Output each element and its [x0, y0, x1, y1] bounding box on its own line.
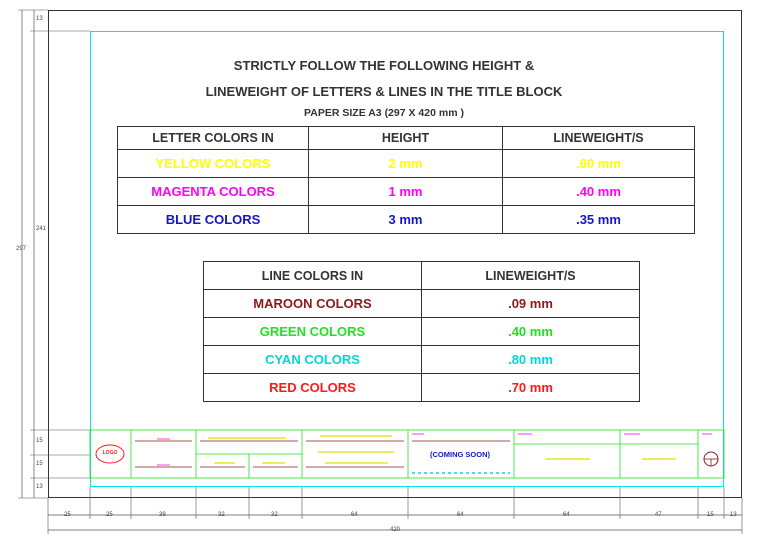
- header-letter-colors: LETTER COLORS IN: [118, 127, 309, 150]
- dim-bottom-10: 15: [707, 512, 714, 518]
- paper-size: PAPER SIZE A3 (297 X 420 mm ): [304, 107, 464, 119]
- heading-line-2: LINEWEIGHT OF LETTERS & LINES IN THE TITLE BLOCK: [205, 84, 563, 99]
- letter-color-name: YELLOW COLORS: [118, 150, 309, 178]
- letter-height: 2 mm: [309, 150, 503, 178]
- dim-total-width: 420: [390, 527, 401, 533]
- dim-left-5: 13: [36, 484, 43, 490]
- table-row: [204, 346, 640, 374]
- line-color-name: MAROON COLORS: [204, 290, 422, 318]
- heading-line-1: STRICTLY FOLLOW THE FOLLOWING HEIGHT &: [233, 58, 535, 73]
- dim-bottom-1: 25: [64, 512, 71, 518]
- dim-left-total: 297: [16, 246, 27, 252]
- letter-color-name: MAGENTA COLORS: [118, 178, 309, 206]
- line-table-header: [204, 262, 640, 290]
- dim-bottom-6: 64: [351, 512, 358, 518]
- logo-label: LOGO: [102, 450, 118, 456]
- header-line-colors: LINE COLORS IN: [204, 262, 422, 290]
- letter-height: 1 mm: [309, 178, 503, 206]
- coming-soon-label: (COMING SOON): [430, 450, 490, 459]
- table-row: [204, 374, 640, 402]
- table-row: [118, 150, 695, 178]
- line-color-name: GREEN COLORS: [204, 318, 422, 346]
- dim-bottom-9: 47: [655, 512, 662, 518]
- dim-left-1: 13: [36, 16, 43, 22]
- dim-bottom-4: 32: [218, 512, 225, 518]
- letter-weight: .60 mm: [503, 150, 695, 178]
- line-weight: .40 mm: [422, 318, 640, 346]
- letter-table-header: [118, 127, 695, 150]
- header-height: HEIGHT: [309, 127, 503, 150]
- table-row: [118, 206, 695, 234]
- letter-colors-table: [117, 126, 695, 234]
- letter-weight: .35 mm: [503, 206, 695, 234]
- header-line-lineweight: LINEWEIGHT/S: [422, 262, 640, 290]
- line-color-name: RED COLORS: [204, 374, 422, 402]
- dim-bottom-11: 13: [730, 512, 737, 518]
- dim-bottom-5: 32: [271, 512, 278, 518]
- table-row: [118, 178, 695, 206]
- header-lineweight: LINEWEIGHT/S: [503, 127, 695, 150]
- dim-bottom-7: 64: [457, 512, 464, 518]
- line-colors-table: [203, 261, 640, 402]
- letter-height: 3 mm: [309, 206, 503, 234]
- line-weight: .09 mm: [422, 290, 640, 318]
- dim-bottom-3: 39: [159, 512, 166, 518]
- line-weight: .80 mm: [422, 346, 640, 374]
- table-row: [204, 318, 640, 346]
- letter-color-name: BLUE COLORS: [118, 206, 309, 234]
- table-row: [204, 290, 640, 318]
- dim-left-4: 15: [36, 461, 43, 467]
- dim-bottom-8: 64: [563, 512, 570, 518]
- line-weight: .70 mm: [422, 374, 640, 402]
- line-color-name: CYAN COLORS: [204, 346, 422, 374]
- dim-bottom-2: 25: [106, 512, 113, 518]
- dim-left-2: 241: [36, 226, 47, 232]
- dim-left-3: 15: [36, 438, 43, 444]
- letter-weight: .40 mm: [503, 178, 695, 206]
